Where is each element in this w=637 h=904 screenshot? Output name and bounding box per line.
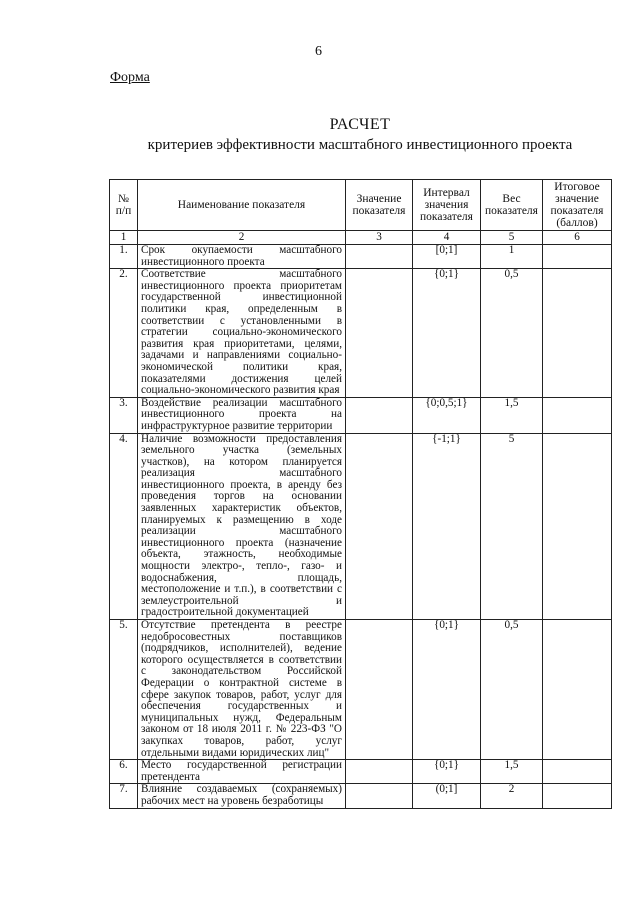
row-number: 1.	[110, 245, 138, 269]
column-number-row	[110, 231, 612, 245]
criterion-interval: {0;0,5;1}	[413, 397, 481, 433]
row-number: 6.	[110, 760, 138, 784]
criterion-weight: 2	[481, 784, 543, 808]
criterion-weight: 1,5	[481, 760, 543, 784]
criterion-interval: [0;1]	[413, 245, 481, 269]
column-number: 6	[543, 231, 612, 245]
criterion-total	[543, 245, 612, 269]
row-number: 4.	[110, 433, 138, 620]
row-number: 2.	[110, 269, 138, 398]
criterion-value	[346, 433, 413, 620]
table-row	[110, 760, 612, 784]
row-number: 3.	[110, 397, 138, 433]
criterion-total	[543, 397, 612, 433]
header-cell-interval: Интервал значения показателя	[413, 180, 481, 231]
table-row	[110, 397, 612, 433]
criterion-name: Влияние создаваемых (сохраняемых) рабочих мест на уровень безработицы	[138, 784, 346, 808]
criterion-interval: {0;1}	[413, 620, 481, 760]
column-number: 3	[346, 231, 413, 245]
criteria-table	[109, 179, 612, 809]
criterion-name: Соответствие масштабного инвестиционного проекта приоритетам государственной инвестиционной политики края, определенным в соответствии с установленными в стратегии социально-экономического развития края приоритетами, целями, задачами и направлениями социально-экономической политики края, показателями достижения целей социально-экономического развития края	[138, 269, 346, 398]
form-label: Форма	[110, 70, 150, 85]
document-title: РАСЧЕТ	[329, 116, 391, 133]
criterion-weight: 1,5	[481, 397, 543, 433]
criterion-total	[543, 760, 612, 784]
column-number: 2	[138, 231, 346, 245]
row-number: 5.	[110, 620, 138, 760]
criterion-interval: (0;1]	[413, 784, 481, 808]
table-row	[110, 784, 612, 808]
header-row	[110, 180, 612, 231]
criterion-name: Отсутствие претендента в реестре недобросовестных поставщиков (подрядчиков, исполнителей), ведение которого осуществляется в соответствии с законодательством Российской Федерации о контрактной системе в сфере закупок товаров, работ, услуг для обеспечения государственных и муниципальных нужд, Федеральным законом от 18 июля 2011 г. № 223-ФЗ "О закупках товаров, работ, услуг отдельными видами юридических лиц"	[138, 620, 346, 760]
document-subtitle: критериев эффективности масштабного инвестиционного проекта	[147, 137, 573, 153]
criterion-value	[346, 245, 413, 269]
criterion-total	[543, 433, 612, 620]
criterion-value	[346, 269, 413, 398]
table-row	[110, 620, 612, 760]
criterion-name: Воздействие реализации масштабного инвестиционного проекта на инфраструктурное развитие территории	[138, 397, 346, 433]
criterion-total	[543, 784, 612, 808]
criterion-total	[543, 620, 612, 760]
table-row	[110, 245, 612, 269]
column-number: 1	[110, 231, 138, 245]
table-row	[110, 269, 612, 398]
criterion-name: Наличие возможности предоставления земельного участка (земельных участков), на котором планируется реализация масштабного инвестиционного проекта, в аренду без проведения торгов на основании заявленных характеристик объектов, планируемых к размещению в ходе реализации масштабного инвестиционного проекта (назначение объекта, этажность, необходимые мощности электро-, тепло-, газо- и водоснабжения, площадь, местоположение и т.п.), в соответствии с землеустроительной и градостроительной документацией	[138, 433, 346, 620]
criterion-weight: 0,5	[481, 269, 543, 398]
page-number: 6	[315, 44, 322, 59]
header-cell-num: № п/п	[110, 180, 138, 231]
column-number: 4	[413, 231, 481, 245]
header-cell-name: Наименование показателя	[138, 180, 346, 231]
criterion-interval: {-1;1}	[413, 433, 481, 620]
header-cell-value: Значение показателя	[346, 180, 413, 231]
criterion-value	[346, 784, 413, 808]
column-number: 5	[481, 231, 543, 245]
criterion-name: Срок окупаемости масштабного инвестиционного проекта	[138, 245, 346, 269]
header-cell-total: Итоговое значение показателя (баллов)	[543, 180, 612, 231]
criterion-weight: 1	[481, 245, 543, 269]
criterion-value	[346, 620, 413, 760]
criterion-value	[346, 760, 413, 784]
row-number: 7.	[110, 784, 138, 808]
criterion-value	[346, 397, 413, 433]
criterion-weight: 0,5	[481, 620, 543, 760]
criterion-total	[543, 269, 612, 398]
criterion-weight: 5	[481, 433, 543, 620]
criterion-interval: {0;1}	[413, 269, 481, 398]
criterion-interval: {0;1}	[413, 760, 481, 784]
table-row	[110, 433, 612, 620]
criterion-name: Место государственной регистрации претендента	[138, 760, 346, 784]
header-cell-weight: Вес показателя	[481, 180, 543, 231]
